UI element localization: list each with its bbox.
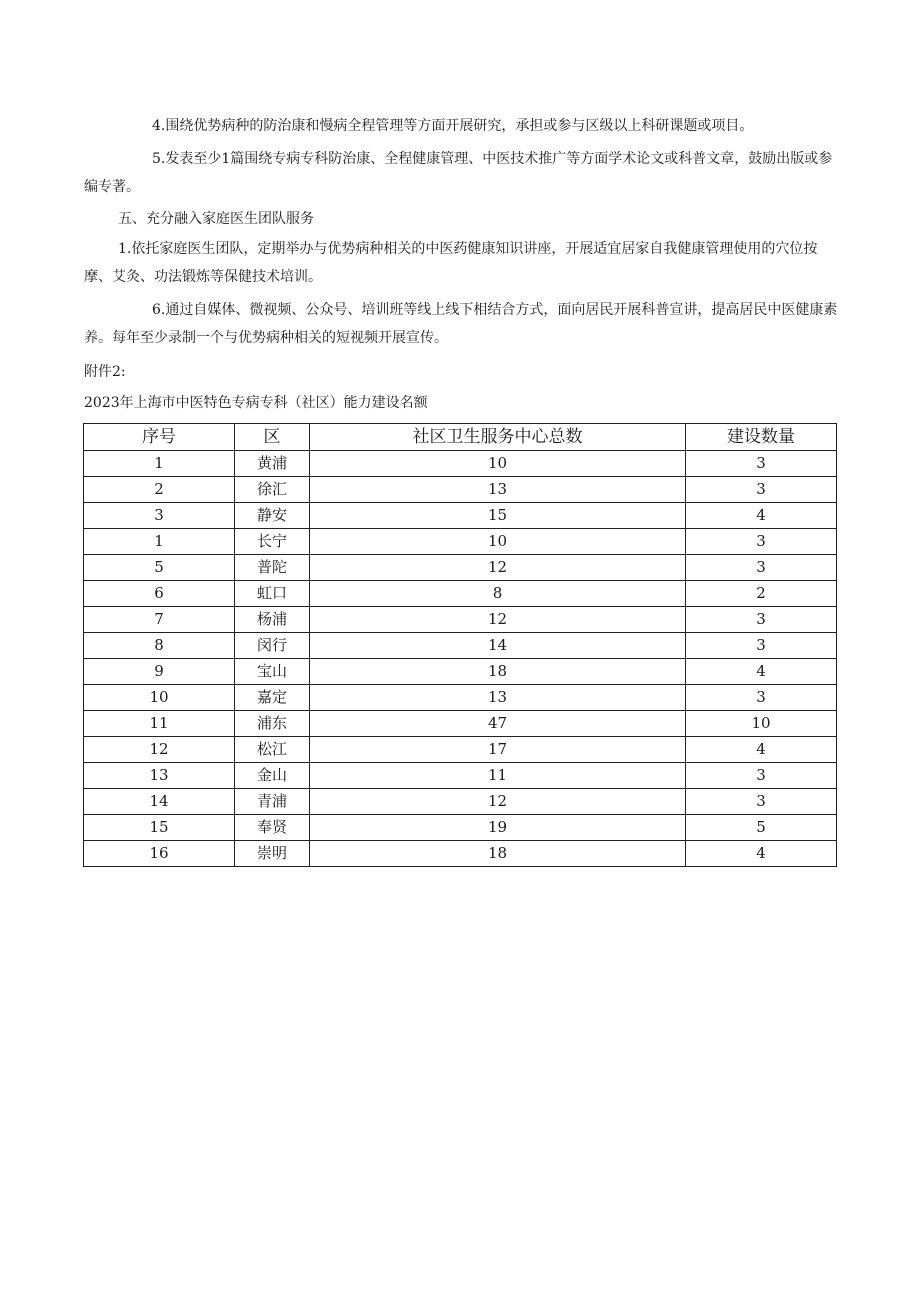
cell-build-count: 3 — [686, 607, 837, 633]
table-row — [84, 763, 837, 789]
cell-build-count: 4 — [686, 841, 837, 867]
item-number: 4 — [152, 118, 161, 134]
cell-district: 青浦 — [235, 789, 310, 815]
cell-index: 16 — [84, 841, 235, 867]
cell-center-total: 12 — [310, 789, 686, 815]
cell-index: 1 — [84, 529, 235, 555]
paragraph-item-4 — [84, 112, 838, 140]
table-row — [84, 789, 837, 815]
cell-center-total: 19 — [310, 815, 686, 841]
cell-index: 12 — [84, 737, 235, 763]
cell-district: 徐汇 — [235, 477, 310, 503]
cell-index: 3 — [84, 503, 235, 529]
cell-center-total: 10 — [310, 529, 686, 555]
cell-build-count: 3 — [686, 451, 837, 477]
cell-build-count: 3 — [686, 789, 837, 815]
cell-center-total: 11 — [310, 763, 686, 789]
cell-center-total: 12 — [310, 607, 686, 633]
cell-index: 5 — [84, 555, 235, 581]
table-body — [84, 451, 837, 867]
cell-index: 2 — [84, 477, 235, 503]
cell-index: 13 — [84, 763, 235, 789]
cell-center-total: 47 — [310, 711, 686, 737]
header-center-total: 社区卫生服务中心总数 — [310, 424, 686, 451]
cell-district: 金山 — [235, 763, 310, 789]
table-row — [84, 841, 837, 867]
cell-district: 普陀 — [235, 555, 310, 581]
table-row — [84, 685, 837, 711]
header-index: 序号 — [84, 424, 235, 451]
quota-table — [83, 423, 837, 867]
cell-center-total: 8 — [310, 581, 686, 607]
table-row — [84, 737, 837, 763]
cell-build-count: 4 — [686, 503, 837, 529]
cell-center-total: 13 — [310, 477, 686, 503]
paragraph-item-5 — [84, 145, 838, 201]
cell-build-count: 3 — [686, 555, 837, 581]
cell-district: 黄浦 — [235, 451, 310, 477]
table-row — [84, 711, 837, 737]
cell-build-count: 3 — [686, 477, 837, 503]
table-title: 2023年上海市中医特色专病专科（社区）能力建设名额 — [84, 395, 428, 411]
cell-index: 1 — [84, 451, 235, 477]
header-build-count: 建设数量 — [686, 424, 837, 451]
table-row — [84, 815, 837, 841]
table-row — [84, 529, 837, 555]
cell-district: 虹口 — [235, 581, 310, 607]
cell-center-total: 17 — [310, 737, 686, 763]
cell-build-count: 3 — [686, 529, 837, 555]
cell-build-count: 4 — [686, 659, 837, 685]
paragraph-section5-item-1: 1.依托家庭医生团队，定期举办与优势病种相关的中医药健康知识讲座，开展适宜居家自我健康管理使用的穴位按摩、艾灸、功法锻炼等保健技术培训。 — [84, 241, 818, 285]
cell-index: 14 — [84, 789, 235, 815]
cell-index: 8 — [84, 633, 235, 659]
cell-center-total: 13 — [310, 685, 686, 711]
table-header-row — [84, 424, 837, 451]
table-row — [84, 451, 837, 477]
cell-center-total: 18 — [310, 659, 686, 685]
cell-build-count: 4 — [686, 737, 837, 763]
attachment-label: 附件2: — [84, 364, 126, 380]
cell-district: 崇明 — [235, 841, 310, 867]
item-number: 6 — [152, 302, 161, 318]
cell-build-count: 2 — [686, 581, 837, 607]
cell-district: 杨浦 — [235, 607, 310, 633]
cell-index: 9 — [84, 659, 235, 685]
cell-index: 6 — [84, 581, 235, 607]
table-row — [84, 503, 837, 529]
cell-center-total: 15 — [310, 503, 686, 529]
cell-district: 静安 — [235, 503, 310, 529]
table-row — [84, 633, 837, 659]
cell-build-count: 5 — [686, 815, 837, 841]
cell-index: 7 — [84, 607, 235, 633]
item-text: .围绕优势病种的防治康和慢病全程管理等方面开展研究，承担或参与区级以上科研课题或项目。 — [160, 118, 754, 134]
item-text: .通过自媒体、微视频、公众号、培训班等线上线下相结合方式，面向居民开展科普宣讲，提高居民中医健康素养。每年至少录制一个与优势病种相关的短视频开展宣传。 — [84, 302, 838, 346]
cell-district: 长宁 — [235, 529, 310, 555]
cell-district: 松江 — [235, 737, 310, 763]
cell-index: 11 — [84, 711, 235, 737]
cell-index: 10 — [84, 685, 235, 711]
cell-center-total: 10 — [310, 451, 686, 477]
paragraph-section5-item-6 — [84, 296, 838, 352]
header-district: 区 — [235, 424, 310, 451]
cell-build-count: 3 — [686, 685, 837, 711]
table-row — [84, 477, 837, 503]
cell-index: 15 — [84, 815, 235, 841]
cell-district: 奉贤 — [235, 815, 310, 841]
cell-district: 闵行 — [235, 633, 310, 659]
cell-center-total: 18 — [310, 841, 686, 867]
cell-district: 浦东 — [235, 711, 310, 737]
cell-district: 宝山 — [235, 659, 310, 685]
cell-center-total: 14 — [310, 633, 686, 659]
item-number: 5 — [152, 151, 161, 167]
cell-center-total: 12 — [310, 555, 686, 581]
cell-build-count: 10 — [686, 711, 837, 737]
table-row — [84, 555, 837, 581]
cell-build-count: 3 — [686, 763, 837, 789]
table-row — [84, 659, 837, 685]
cell-build-count: 3 — [686, 633, 837, 659]
section-heading: 五、充分融入家庭医生团队服务 — [118, 211, 314, 227]
table-row — [84, 607, 837, 633]
cell-district: 嘉定 — [235, 685, 310, 711]
table-row — [84, 581, 837, 607]
item-text: .发表至少1篇围绕专病专科防治康、全程健康管理、中医技术推广等方面学术论文或科普文章，鼓励出版或参编专著。 — [84, 151, 833, 195]
